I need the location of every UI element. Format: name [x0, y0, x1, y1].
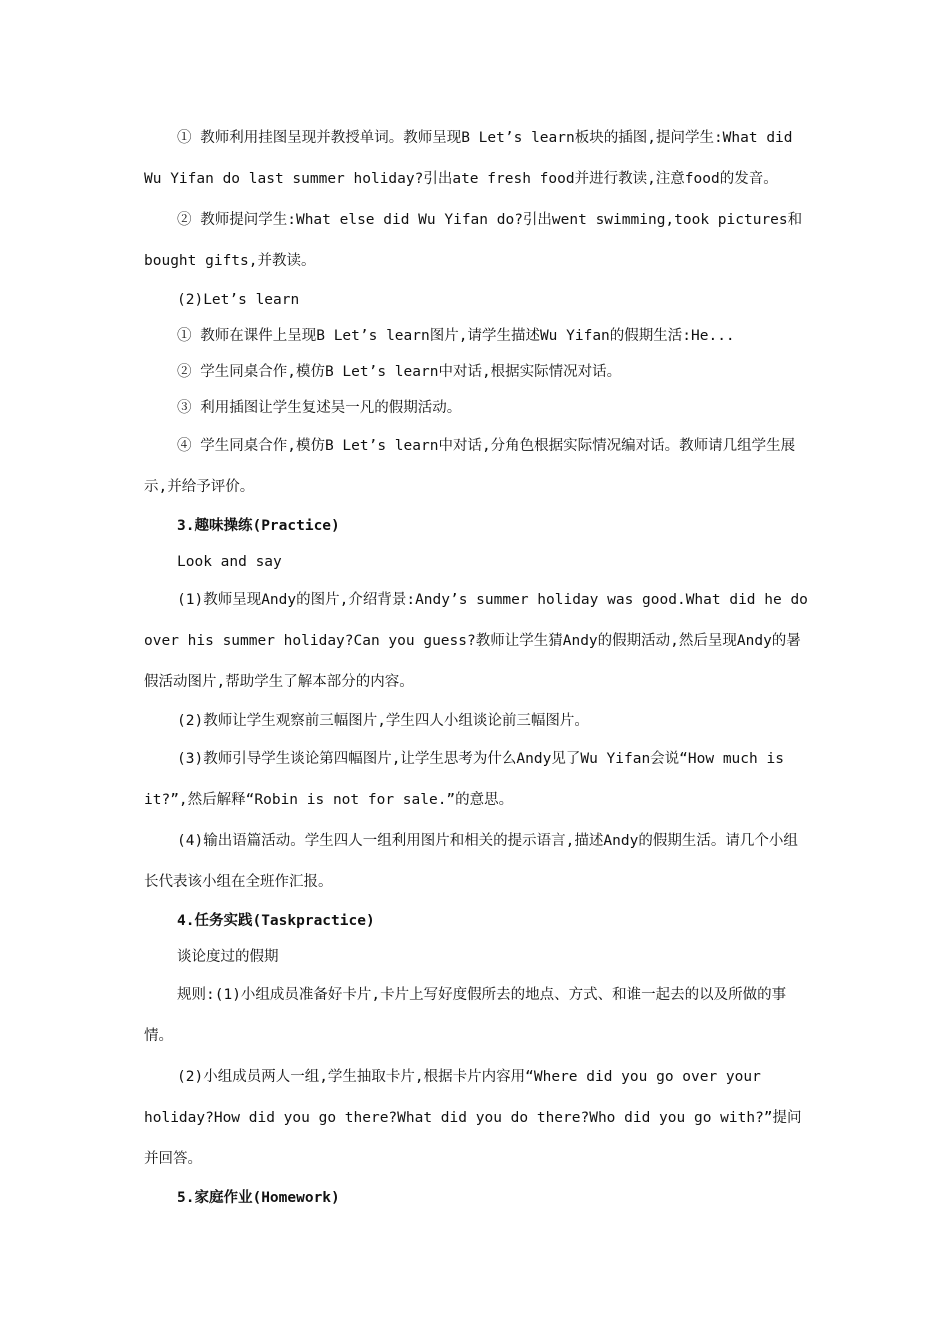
- paragraph-retell: ③ 利用插图让学生复述吴一凡的假期活动。: [177, 400, 462, 416]
- paragraph-role-play: ④ 学生同桌合作,模仿B Let’s learn中对话,分角色根据实际情况编对话。教师请几组学生展示,并给予评价。: [144, 438, 796, 495]
- subheading-look-and-say: Look and say: [177, 554, 282, 570]
- paragraph-output-activity: (4)输出语篇活动。学生四人一组利用图片和相关的提示语言,描述Andy的假期生活。请几个小组长代表该小组在全班作汇报。: [144, 833, 798, 890]
- subheading-talk-holiday: 谈论度过的假期: [177, 949, 279, 965]
- section-lets-learn: (2)Let’s learn: [177, 292, 300, 308]
- paragraph-first-three-pictures: (2)教师让学生观察前三幅图片,学生四人小组谈论前三幅图片。: [177, 713, 589, 729]
- paragraph-teach-phrases: ② 教师提问学生:What else did Wu Yifan do?引出went swimming,took pictures和bought gifts,并教读。: [144, 212, 803, 269]
- paragraph-pair-questions: (2)小组成员两人一组,学生抽取卡片,根据卡片内容用“Where did you go over your holiday?How did you go there?What did you do there?Who did you go with?”提问并回答。: [144, 1069, 802, 1167]
- paragraph-andy-background: (1)教师呈现Andy的图片,介绍背景:Andy’s summer holiday was good.What did he do over his summer holiday?Can you guess?教师让学生猜Andy的假期活动,然后呈现Andy的暑假活动图片,帮助学生了解本部分的内容。: [144, 592, 808, 690]
- heading-homework: 5.家庭作业(Homework): [177, 1190, 340, 1206]
- document-body: [144, 118, 808, 1216]
- paragraph-pair-dialogue: ② 学生同桌合作,模仿B Let’s learn中对话,根据实际情况对话。: [177, 364, 622, 380]
- heading-task-practice: 4.任务实践(Taskpractice): [177, 913, 375, 929]
- paragraph-teach-words: ① 教师利用挂图呈现并教授单词。教师呈现B Let’s learn板块的插图,提问学生:What did Wu Yifan do last summer holiday?引出ate fresh food并进行教读,注意food的发音。: [144, 130, 793, 187]
- paragraph-rules-cards: 规则:(1)小组成员准备好卡片,卡片上写好度假所去的地点、方式、和谁一起去的以及所做的事情。: [144, 987, 787, 1044]
- heading-practice: 3.趣味操练(Practice): [177, 518, 340, 534]
- paragraph-fourth-picture: (3)教师引导学生谈论第四幅图片,让学生思考为什么Andy见了Wu Yifan会说“How much is it?”,然后解释“Robin is not for sale.”的意思。: [144, 751, 784, 808]
- paragraph-describe-holiday: ① 教师在课件上呈现B Let’s learn图片,请学生描述Wu Yifan的假期生活:He...: [177, 328, 735, 344]
